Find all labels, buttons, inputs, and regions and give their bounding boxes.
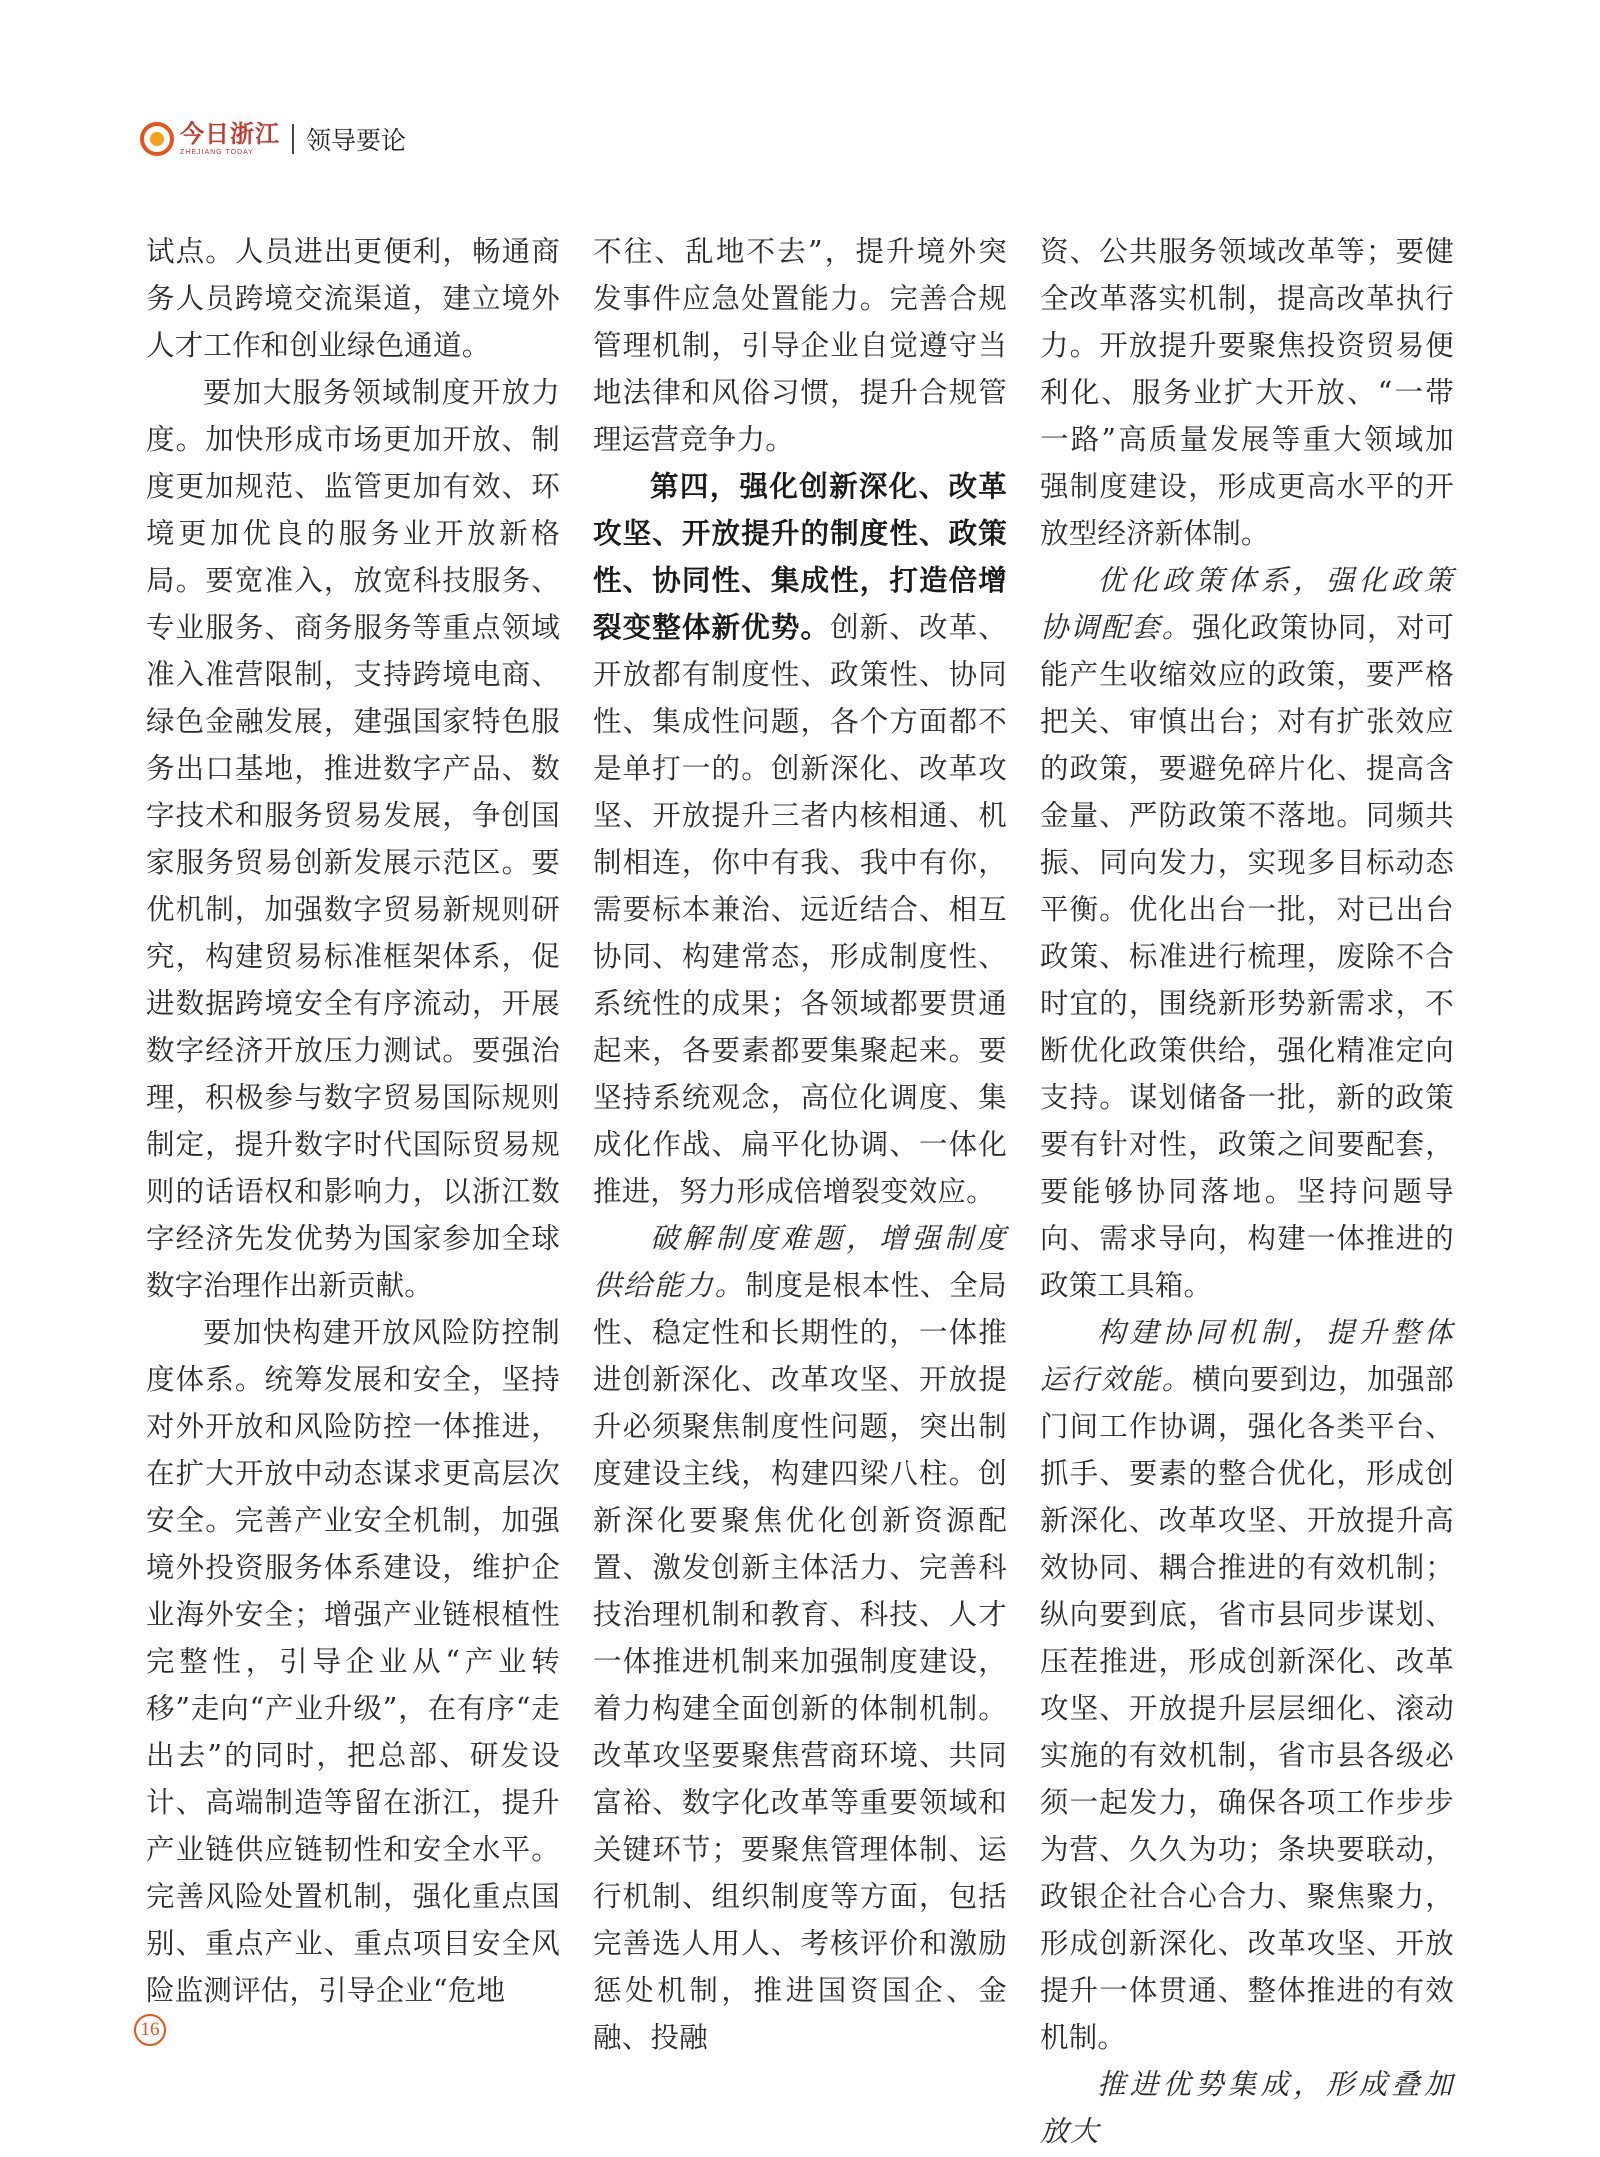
logo-english-name: ZHEJIANG TODAY	[180, 149, 254, 156]
paragraph-text: 试点。人员进出更便利，畅通商务人员跨境交流渠道，建立境外人才工作和创业绿色通道。	[146, 235, 560, 362]
paragraph	[593, 228, 1007, 463]
paragraph-text: 强化政策协同，对可能产生收缩效应的政策，要严格把关、审慎出台；对有扩张效应的政策，要避免碎片化、提高含金量、严防政策不落地。同频共振、同向发力，实现多目标动态平衡。优化出台一批，对已出台政策、标准进行梳理，废除不合时宜的，围绕新形势新需求，不断优化政策供给，强化精准定向支持。谋划储备一批，新的政策要有针对性，政策之间要配套，要能够协同落地。坚持问题导向、需求导向，构建一体推进的政策工具箱。	[1040, 611, 1454, 1302]
column-2	[593, 228, 1007, 2054]
header-divider	[292, 124, 294, 154]
page-number: 16	[134, 2014, 166, 2046]
sun-logo-icon	[140, 122, 174, 156]
section-heading: 第四，强化创新深化、改革攻坚、开放提升的制度性、政策性、协同性、集成性，打造倍增裂变整体新优势。	[593, 470, 1007, 644]
paragraph-text: 资、公共服务领域改革等；要健全改革落实机制，提高改革执行力。开放提升要聚焦投资贸易便利化、服务业扩大开放、“一带一路”高质量发展等重大领域加强制度建设，形成更高水平的开放型经济新体制。	[1040, 235, 1454, 550]
paragraph	[146, 1309, 560, 2014]
paragraph-text: 创新、改革、开放都有制度性、政策性、协同性、集成性问题，各个方面都不是单打一的。创新深化、改革攻坚、开放提升三者内核相通、机制相连，你中有我、我中有你，需要标本兼治、远近结合、相互协同、构建常态，形成制度性、系统性的成果；各领域都要贯通起来，各要素都要集聚起来。要坚持系统观念，高位化调度、集成化作战、扁平化协调、一体化推进，努力形成倍增裂变效应。	[593, 611, 1007, 1208]
paragraph	[593, 463, 1007, 1215]
section-title: 领导要论	[306, 126, 407, 155]
paragraph	[146, 228, 560, 369]
subsection-heading: 构建协同机制，提升整体运行效能。	[1040, 1316, 1454, 1396]
subsection-heading: 破解制度难题，增强制度供给能力。	[593, 1222, 1007, 1302]
page-header	[140, 116, 406, 162]
column-1	[146, 228, 560, 2007]
column-3	[1040, 228, 1454, 2148]
paragraph	[593, 1215, 1007, 2061]
logo-chinese-name: 今日浙江	[180, 120, 280, 148]
paragraph-text: 制度是根本性、全局性、稳定性和长期性的，一体推进创新深化、改革攻坚、开放提升必须聚焦制度性问题，突出制度建设主线，构建四梁八柱。创新深化要聚焦优化创新资源配置、激发创新主体活力、完善科技治理机制和教育、科技、人才一体推进机制来加强制度建设，着力构建全面创新的体制机制。改革攻坚要聚焦营商环境、共同富裕、数字化改革等重要领域和关键环节；要聚焦管理体制、运行机制、组织制度等方面，包括完善选人用人、考核评价和激励惩处机制，推进国资国企、金融、投融	[593, 1269, 1007, 2054]
paragraph-text: 横向要到边，加强部门间工作协调，强化各类平台、抓手、要素的整合优化，形成创新深化、改革攻坚、开放提升高效协同、耦合推进的有效机制；纵向要到底，省市县同步谋划、压茬推进，形成创新深化、改革攻坚、开放提升层层细化、滚动实施的有效机制，省市县各级必须一起发力，确保各项工作步步为营、久久为功；条块要联动，政银企社合心合力、聚焦聚力，形成创新深化、改革攻坚、开放提升一体贯通、整体推进的有效机制。	[1040, 1363, 1454, 2054]
paragraph-text: 要加快构建开放风险防控制度体系。统筹发展和安全，坚持对外开放和风险防控一体推进，在扩大开放中动态谋求更高层次安全。完善产业安全机制，加强境外投资服务体系建设，维护企业海外安全；增强产业链根植性完整性，引导企业从“产业转移”走向“产业升级”，在有序“走出去”的同时，把总部、研发设计、高端制造等留在浙江，提升产业链供应链韧性和安全水平。完善风险处置机制，强化重点国别、重点产业、重点项目安全风险监测评估，引导企业“危地	[146, 1316, 560, 2007]
magazine-logo	[180, 122, 280, 156]
paragraph	[1040, 2061, 1454, 2155]
paragraph	[146, 369, 560, 1309]
paragraph	[1040, 1309, 1454, 2061]
paragraph	[1040, 557, 1454, 1309]
paragraph-text: 不往、乱地不去”，提升境外突发事件应急处置能力。完善合规管理机制，引导企业自觉遵守当地法律和风俗习惯，提升合规管理运营竞争力。	[593, 235, 1007, 456]
paragraph	[1040, 228, 1454, 557]
paragraph-text: 要加大服务领域制度开放力度。加快形成市场更加开放、制度更加规范、监管更加有效、环境更加优良的服务业开放新格局。要宽准入，放宽科技服务、专业服务、商务服务等重点领域准入准营限制，支持跨境电商、绿色金融发展，建强国家特色服务出口基地，推进数字产品、数字技术和服务贸易发展，争创国家服务贸易创新发展示范区。要优机制，加强数字贸易新规则研究，构建贸易标准框架体系，促进数据跨境安全有序流动，开展数字经济开放压力测试。要强治理，积极参与数字贸易国际规则制定，提升数字时代国际贸易规则的话语权和影响力，以浙江数字经济先发优势为国家参加全球数字治理作出新贡献。	[146, 376, 560, 1302]
subsection-heading: 推进优势集成，形成叠加放大	[1040, 2068, 1454, 2148]
subsection-heading: 优化政策体系，强化政策协调配套。	[1040, 564, 1454, 644]
